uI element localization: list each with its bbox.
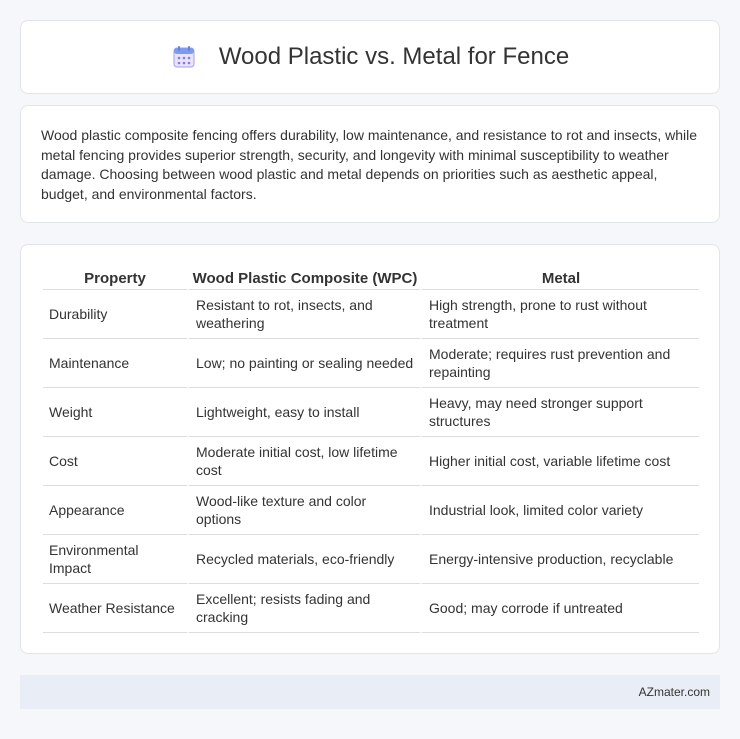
header-property: Property [43,265,187,290]
row-metal-value: Moderate; requires rust prevention and repainting [420,339,699,388]
intro-paragraph: Wood plastic composite fencing offers durability, low maintenance, and resistance to rot and insects, while metal fencing provides superior strength, security, and longevity with minimal susceptibility to weather damage. Choosing between wood plastic and metal depends on priorities such as aesthetic appeal, budget, and environmental factors. [41,127,698,202]
row-property: Maintenance [43,339,187,388]
row-wpc-value: Moderate initial cost, low lifetime cost [187,437,420,486]
row-property: Durability [43,290,187,339]
row-metal-value: Higher initial cost, variable lifetime cost [420,437,699,486]
row-wpc-value: Resistant to rot, insects, and weathering [187,290,420,339]
table-row [43,388,699,437]
comparison-table [43,265,699,633]
page-title: Wood Plastic vs. Metal for Fence [218,43,570,70]
table-row [43,535,699,584]
table-row [43,290,699,339]
row-property: Weather Resistance [43,584,187,633]
header-metal: Metal [420,265,699,290]
table-row [43,339,699,388]
table-header-row [43,265,699,290]
row-metal-value: Heavy, may need stronger support structures [420,388,699,437]
title-card [20,20,720,94]
calendar-icon [171,44,197,70]
header-wpc: Wood Plastic Composite (WPC) [187,265,420,290]
row-wpc-value: Lightweight, easy to install [187,388,420,437]
row-wpc-value: Recycled materials, eco-friendly [187,535,420,584]
table-row [43,486,699,535]
row-wpc-value: Low; no painting or sealing needed [187,339,420,388]
row-wpc-value: Wood-like texture and color options [187,486,420,535]
table-row [43,584,699,633]
row-property: Environmental Impact [43,535,187,584]
row-property: Cost [43,437,187,486]
row-metal-value: High strength, prone to rust without treatment [420,290,699,339]
table-row [43,437,699,486]
comparison-card [20,244,720,654]
intro-card [20,105,720,223]
row-metal-value: Good; may corrode if untreated [420,584,699,633]
row-metal-value: Energy-intensive production, recyclable [420,535,699,584]
row-metal-value: Industrial look, limited color variety [420,486,699,535]
row-wpc-value: Excellent; resists fading and cracking [187,584,420,633]
row-property: Weight [43,388,187,437]
row-property: Appearance [43,486,187,535]
footer-brand: AZmater.com [638,685,710,699]
footer-bar [20,675,720,709]
